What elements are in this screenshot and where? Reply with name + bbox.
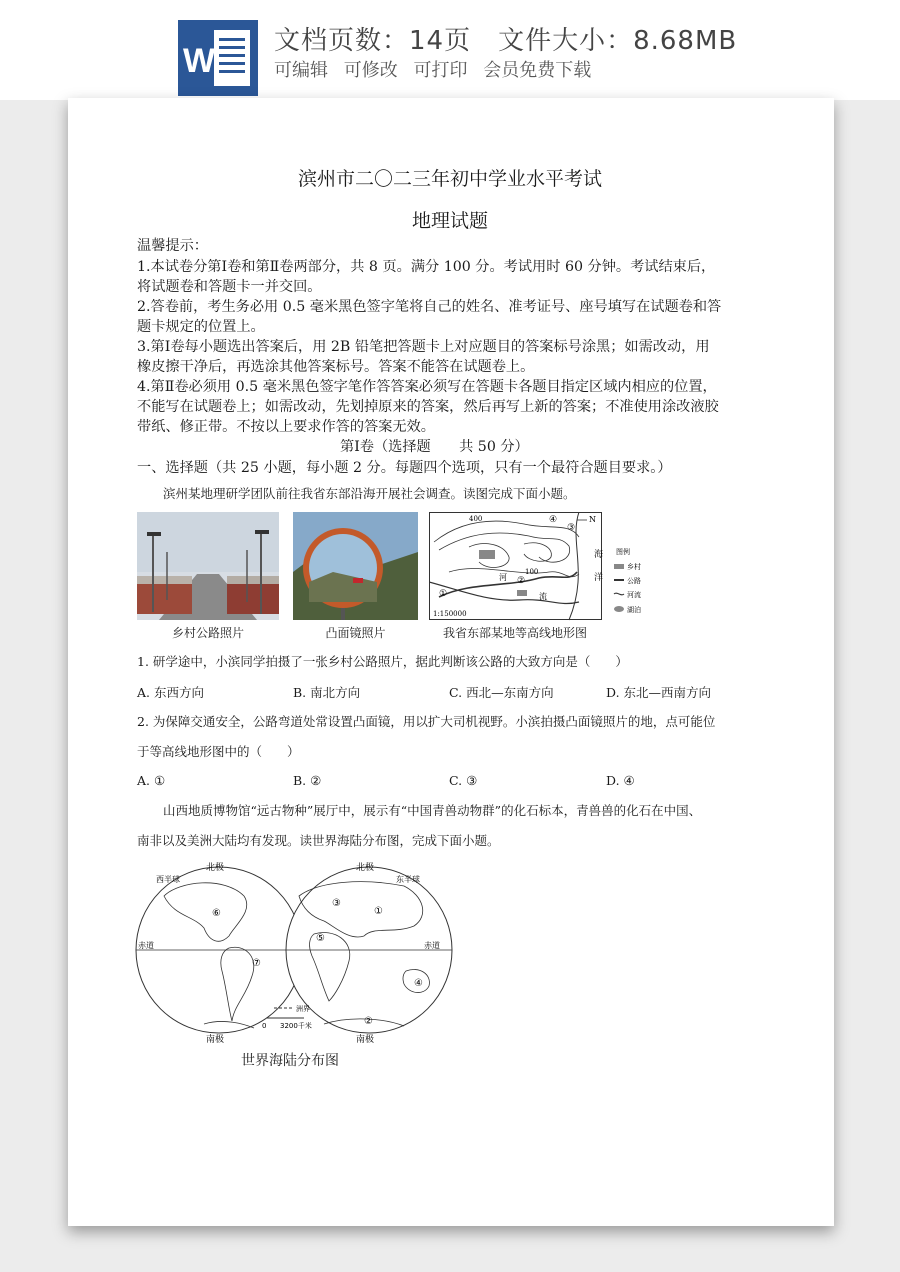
svg-text:海: 海 <box>594 550 604 560</box>
q2-option-d: D. ④ <box>606 773 635 788</box>
svg-text:②: ② <box>517 576 526 586</box>
word-document-icon <box>178 20 258 96</box>
svg-text:⑦: ⑦ <box>252 958 261 969</box>
svg-text:赤道: 赤道 <box>138 941 154 950</box>
printable-label: 可打印 <box>413 60 468 81</box>
svg-text:3200千米: 3200千米 <box>280 1022 312 1030</box>
q2-option-c: C. ③ <box>449 773 478 788</box>
fig-caption: 我省东部某地等高线地形图 <box>442 626 587 640</box>
intro-text: 南非以及美洲大陆均有发现。读世界海陆分布图，完成下面小题。 <box>137 833 500 848</box>
svg-text:流: 流 <box>539 592 547 601</box>
svg-text:东半球: 东半球 <box>396 875 420 884</box>
part-title: 第Ⅰ卷（选择题 共 50 分） <box>340 439 529 455</box>
notice-line: 1.本试卷分第Ⅰ卷和第Ⅱ卷两部分，共 8 页。满分 100 分。考试用时 60 分钟。考试结束后， <box>137 259 716 275</box>
question-2-cont: 于等高线地形图中的（ ） <box>137 744 300 759</box>
svg-text:南极: 南极 <box>206 1035 225 1045</box>
svg-text:⑥: ⑥ <box>212 908 221 919</box>
fig-caption: 乡村公路照片 <box>171 626 244 640</box>
svg-text:赤道: 赤道 <box>424 941 440 950</box>
svg-text:④: ④ <box>549 515 558 525</box>
exam-subtitle: 地理试题 <box>411 210 488 232</box>
document-stats: 文档页数：14页 文件大小：8.68MB <box>274 26 738 56</box>
svg-text:湖泊: 湖泊 <box>627 606 641 614</box>
q1-option-a: A. 东西方向 <box>137 685 204 700</box>
q1-option-b: B. 南北方向 <box>293 685 361 700</box>
section-title: 一、选择题（共 25 小题，每小题 2 分。每题四个选项，只有一个最符合题目要求。） <box>137 460 672 476</box>
svg-text:0: 0 <box>262 1022 267 1030</box>
svg-text:④: ④ <box>414 978 423 989</box>
svg-text:河流: 河流 <box>627 591 641 599</box>
question-2: 2. 为保障交通安全，公路弯道处常设置凸面镜，用以扩大司机视野。小滨拍摄凸面镜照片的地，点可能位 <box>137 714 716 729</box>
document-actions <box>274 56 601 82</box>
svg-text:②: ② <box>364 1016 373 1027</box>
modifiable-label: 可修改 <box>343 60 398 81</box>
notice-line: 将试题卷和答题卡一并交回。 <box>137 279 322 295</box>
world-map-caption: 世界海陆分布图 <box>241 1053 339 1069</box>
notice-line: 题卡规定的位置上。 <box>137 319 265 335</box>
svg-text:乡村: 乡村 <box>627 563 641 571</box>
svg-text:③: ③ <box>332 898 341 909</box>
svg-text:①: ① <box>374 906 383 917</box>
notice-line: 2.答卷前，考生务必用 0.5 毫米黑色签字笔将自己的姓名、准考证号、座号填写在试题卷和答 <box>137 299 722 315</box>
svg-text:③: ③ <box>567 523 576 533</box>
svg-text:北极: 北极 <box>356 863 375 873</box>
svg-text:河: 河 <box>499 573 507 582</box>
svg-text:南极: 南极 <box>356 1035 375 1045</box>
svg-text:西半球: 西半球 <box>156 875 180 884</box>
world-sea-land-map <box>134 856 454 1052</box>
svg-text:①: ① <box>439 589 448 599</box>
notice-line: 带纸、修正带。不按以上要求作答的答案无效。 <box>137 419 435 435</box>
svg-text:100: 100 <box>525 568 539 576</box>
intro-text: 山西地质博物馆“远古物种”展厅中，展示有“中国青兽动物群”的化石标本，青兽兽的化石在中国、 <box>163 803 702 818</box>
svg-text:N: N <box>589 515 596 524</box>
rural-road-photo <box>137 512 279 620</box>
download-info-bar <box>0 0 900 100</box>
svg-text:⑤: ⑤ <box>316 933 325 944</box>
exam-title: 滨州市二〇二三年初中学业水平考试 <box>297 168 602 190</box>
notice-line: 橡皮擦干净后，再选涂其他答案标号。答案不能答在试题卷上。 <box>137 359 535 375</box>
notice-label: 温馨提示： <box>137 238 208 254</box>
intro-text: 滨州某地理研学团队前往我省东部沿海开展社会调查。读图完成下面小题。 <box>163 486 576 501</box>
q1-option-c: C. 西北—东南方向 <box>449 685 554 700</box>
svg-text:洋: 洋 <box>594 573 604 583</box>
svg-text:W: W <box>183 42 216 80</box>
member-download-label[interactable]: 会员免费下载 <box>483 60 592 81</box>
q1-option-d: D. 东北—西南方向 <box>606 685 712 700</box>
notice-line: 4.第Ⅱ卷必须用 0.5 毫米黑色签字笔作答答案必须写在答题卡各题目指定区域内相应的位置， <box>137 379 717 395</box>
notice-line: 3.第Ⅰ卷每小题选出答案后，用 2B 铅笔把答题卡上对应题目的答案标号涂黑；如需改动，用 <box>137 339 710 355</box>
convex-mirror-photo <box>293 512 418 620</box>
svg-text:1:150000: 1:150000 <box>433 610 467 618</box>
svg-text:洲界: 洲界 <box>296 1005 310 1013</box>
contour-map <box>429 512 646 622</box>
fig-caption: 凸面镜照片 <box>325 626 386 640</box>
svg-text:公路: 公路 <box>627 577 641 585</box>
notice-line: 不能写在试题卷上；如需改动，先划掉原来的答案，然后再写上新的答案；不准使用涂改液胶 <box>137 399 719 415</box>
q2-option-b: B. ② <box>293 773 322 788</box>
svg-text:400: 400 <box>469 515 483 523</box>
question-1: 1. 研学途中，小滨同学拍摄了一张乡村公路照片，据此判断该公路的大致方向是（ ） <box>137 654 628 669</box>
svg-text:图例: 图例 <box>616 548 630 556</box>
q2-option-a: A. ① <box>137 773 166 788</box>
svg-text:北极: 北极 <box>206 863 225 873</box>
editable-label: 可编辑 <box>274 60 328 81</box>
